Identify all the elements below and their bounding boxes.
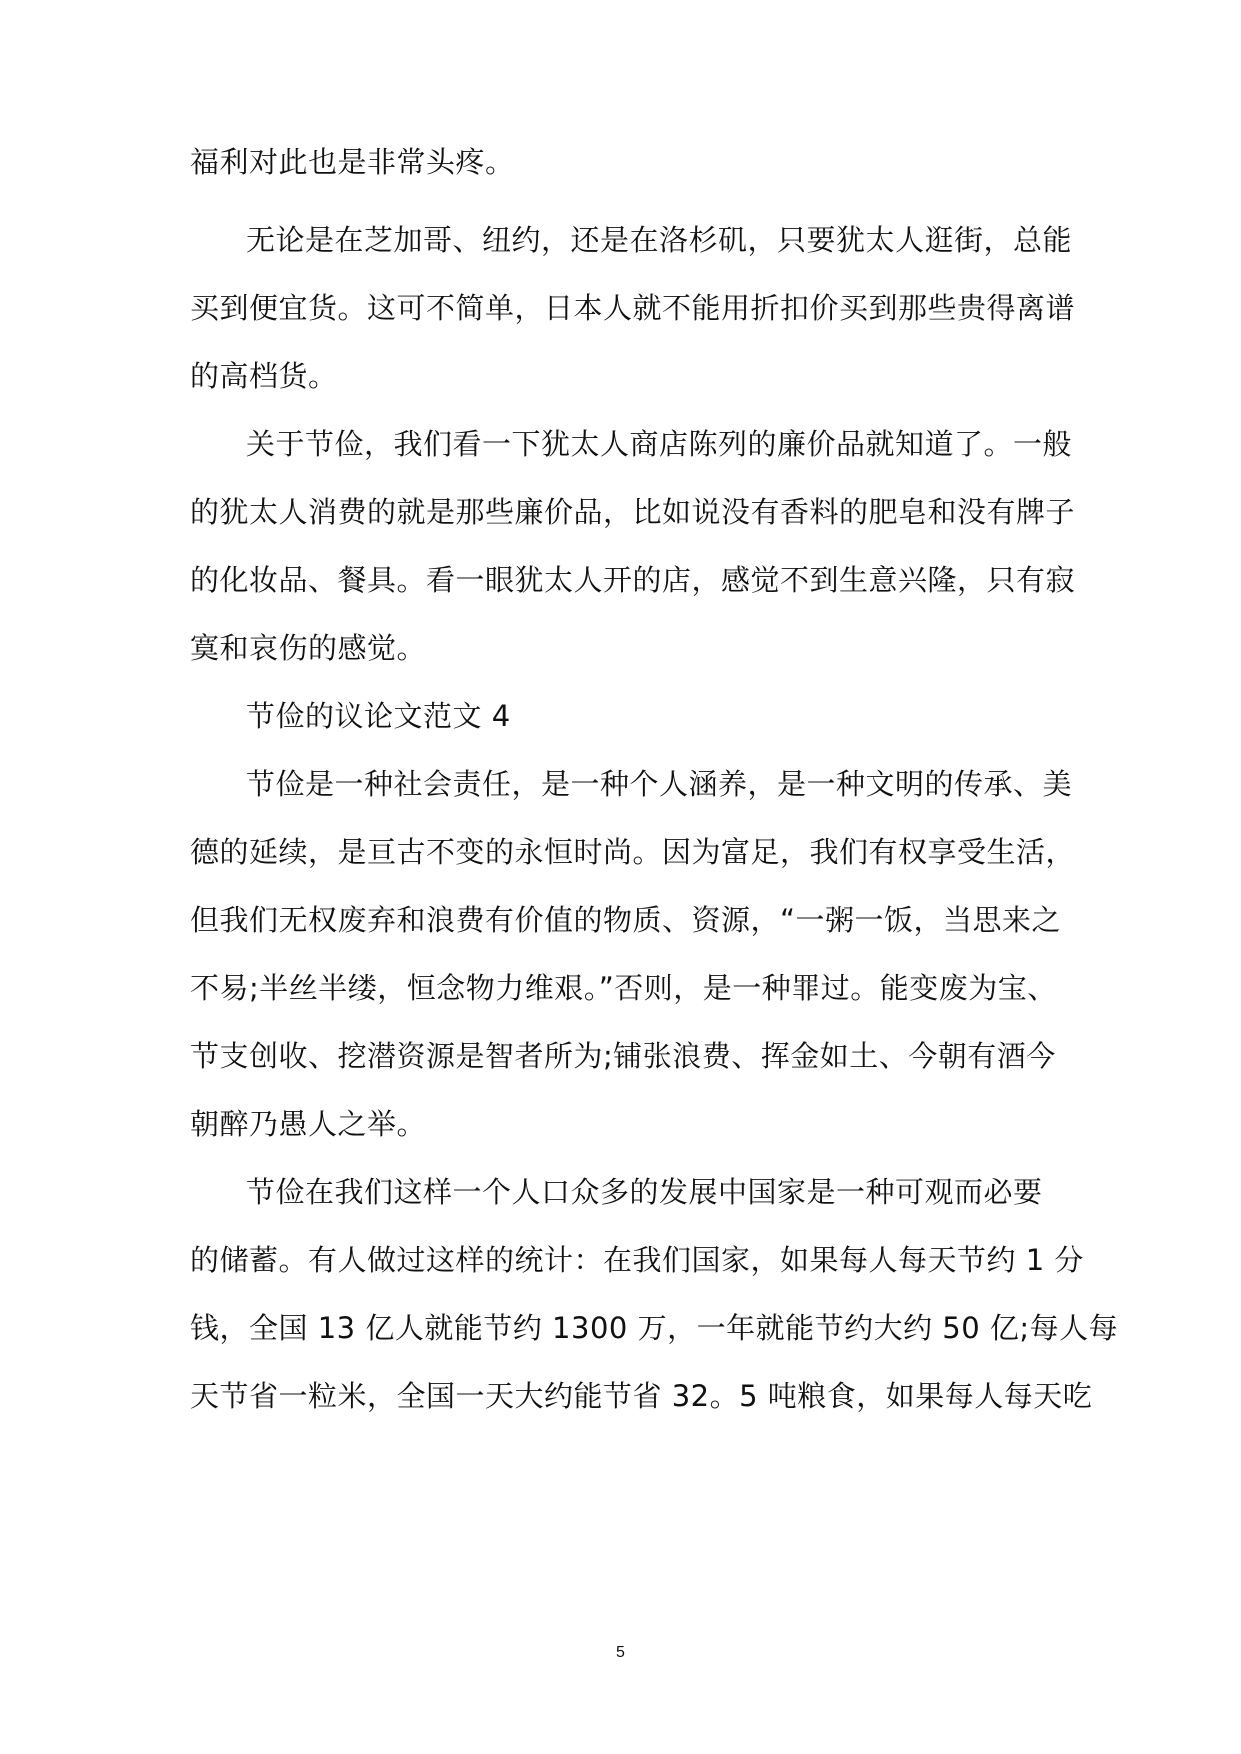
text-line: 的化妆品、餐具。看一眼犹太人开的店，感觉不到生意兴隆，只有寂 <box>190 563 1076 597</box>
text-line: 节俭是一种社会责任，是一种个人涵养，是一种文明的传承、美 <box>246 767 1073 801</box>
text-line: 福利对此也是非常头疼。 <box>190 145 515 179</box>
page-number: 5 <box>616 1644 625 1661</box>
text-line: 天节省一粒米，全国一天大约能节省 32。5 吨粮食，如果每人每天吃 <box>190 1379 1093 1413</box>
text-line: 关于节俭，我们看一下犹太人商店陈列的廉价品就知道了。一般 <box>246 427 1073 461</box>
text-line: 的高档货。 <box>190 359 338 393</box>
text-line: 的储蓄。有人做过这样的统计：在我们国家，如果每人每天节约 1 分 <box>190 1243 1084 1277</box>
text-line: 的犹太人消费的就是那些廉价品，比如说没有香料的肥皂和没有牌子 <box>190 495 1076 529</box>
text-line: 德的延续，是亘古不变的永恒时尚。因为富足，我们有权享受生活， <box>190 835 1076 869</box>
text-line: 节俭在我们这样一个人口众多的发展中国家是一种可观而必要 <box>246 1175 1043 1209</box>
text-line: 钱，全国 13 亿人就能节约 1300 万，一年就能节约大约 50 亿;每人每 <box>190 1311 1119 1345</box>
text-line: 节支创收、挖潜资源是智者所为;铺张浪费、挥金如土、今朝有酒今 <box>190 1039 1056 1073</box>
text-line: 但我们无权废弃和浪费有价值的物质、资源，“一粥一饭，当思来之 <box>190 903 1062 937</box>
text-line: 买到便宜货。这可不简单，日本人就不能用折扣价买到那些贵得离谱 <box>190 291 1076 325</box>
text-line: 无论是在芝加哥、纽约，还是在洛杉矶，只要犹太人逛街，总能 <box>246 223 1073 257</box>
text-line: 朝醉乃愚人之举。 <box>190 1107 427 1141</box>
text-line: 不易;半丝半缕，恒念物力维艰。”否则，是一种罪过。能变废为宝、 <box>190 971 1057 1005</box>
section-heading: 节俭的议论文范文 4 <box>246 699 511 733</box>
text-line: 寞和哀伤的感觉。 <box>190 631 427 665</box>
